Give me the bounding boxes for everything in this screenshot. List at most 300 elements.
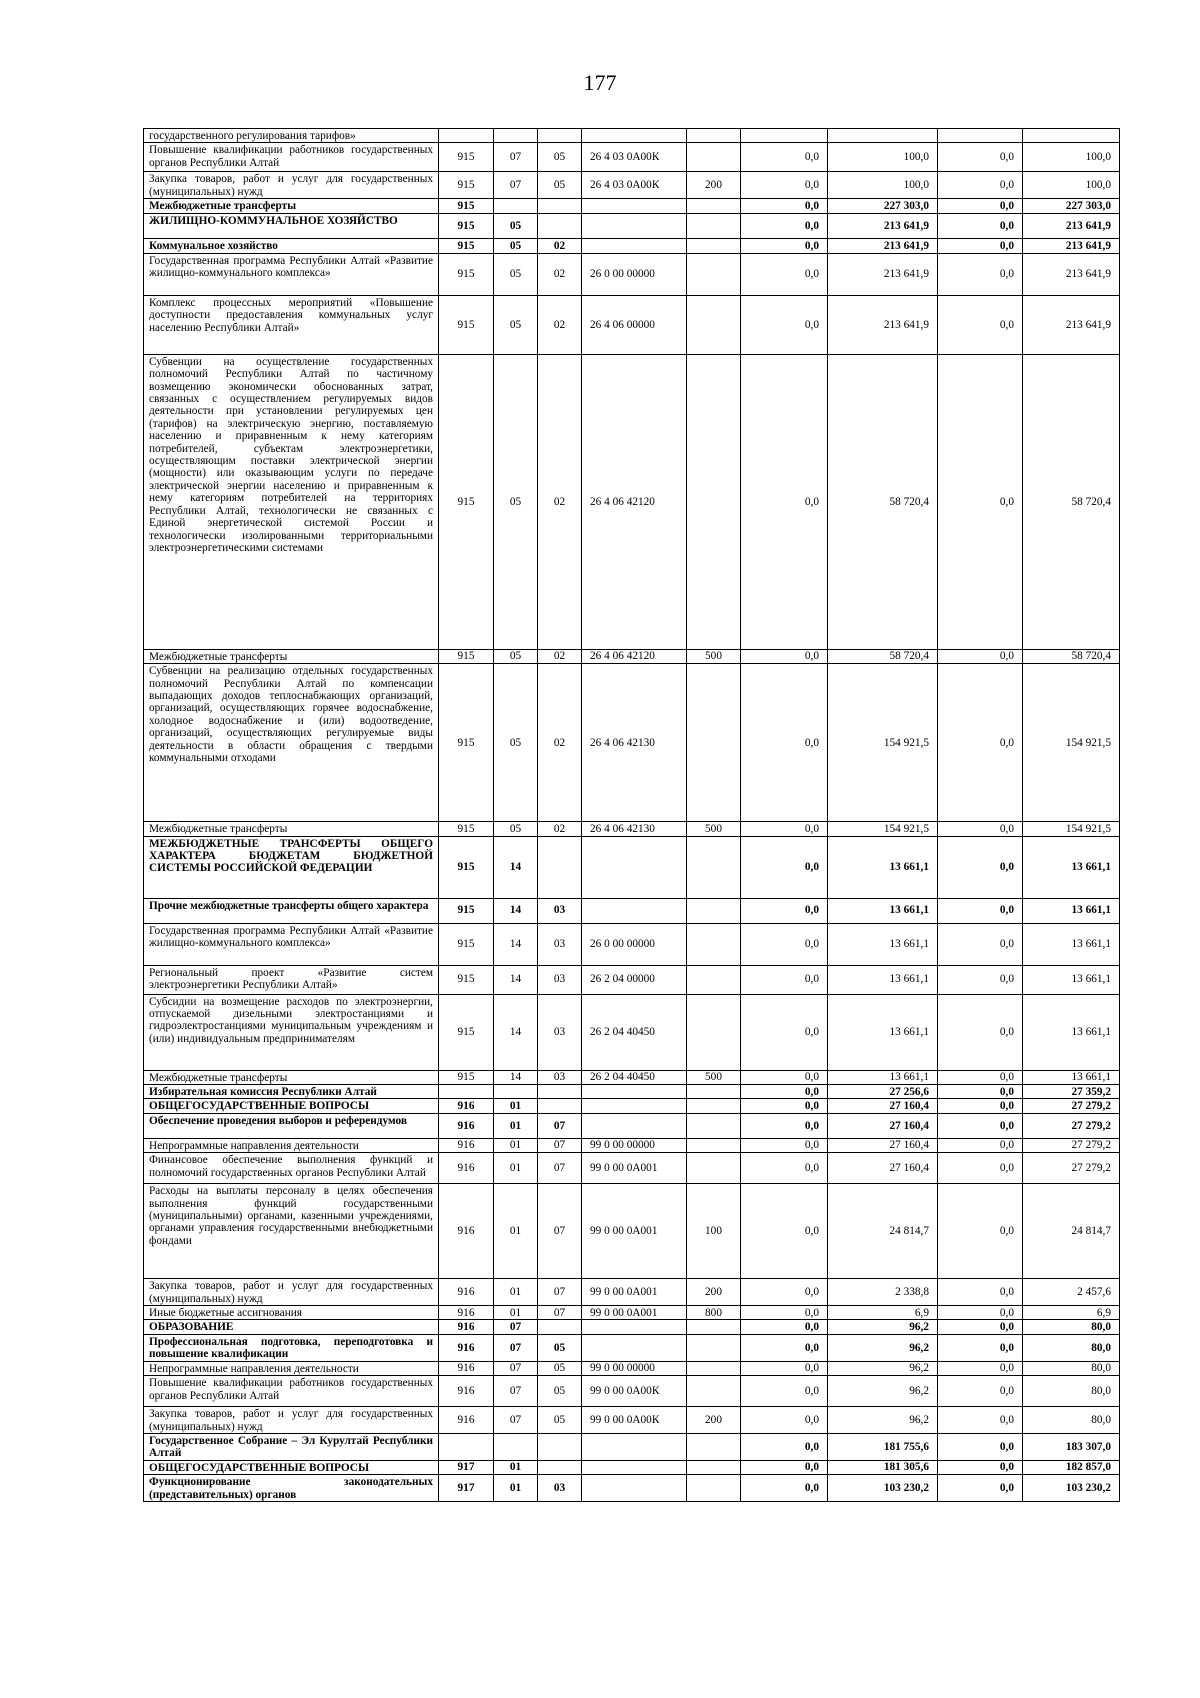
cell-amount-2: 13 661,1: [828, 965, 938, 994]
cell-amount-1: 0,0: [741, 1306, 828, 1320]
cell-target-article: 26 2 04 40450: [582, 994, 687, 1070]
cell-section: 01: [494, 1306, 538, 1320]
table-row: [144, 1407, 1120, 1434]
cell-expense-type: [687, 354, 741, 649]
cell-expense-type: 800: [687, 1306, 741, 1320]
page-number: 177: [583, 70, 617, 95]
cell-amount-2: 96,2: [828, 1376, 938, 1407]
cell-amount-1: [741, 129, 828, 143]
cell-amount-4: 213 641,9: [1023, 253, 1120, 295]
cell-amount-4: 213 641,9: [1023, 295, 1120, 354]
cell-section: 14: [494, 898, 538, 923]
cell-amount-2: 58 720,4: [828, 649, 938, 663]
cell-amount-4: 13 661,1: [1023, 898, 1120, 923]
table-row: [144, 1113, 1120, 1138]
cell-expense-type: [687, 1085, 741, 1099]
cell-amount-4: 80,0: [1023, 1334, 1120, 1361]
cell-section: 14: [494, 836, 538, 898]
cell-amount-2: 181 755,6: [828, 1433, 938, 1460]
cell-amount-1: 0,0: [741, 836, 828, 898]
cell-amount-4: 100,0: [1023, 143, 1120, 172]
cell-amount-4: 80,0: [1023, 1376, 1120, 1407]
cell-target-article: 26 4 03 0А00К: [582, 143, 687, 172]
cell-amount-4: 27 279,2: [1023, 1138, 1120, 1152]
cell-expense-type: [687, 1113, 741, 1138]
cell-expense-type: [687, 1433, 741, 1460]
cell-amount-2: 103 230,2: [828, 1475, 938, 1502]
cell-amount-4: 27 359,2: [1023, 1085, 1120, 1099]
cell-expense-type: [687, 239, 741, 253]
cell-subsection: [538, 1433, 582, 1460]
cell-subsection: 05: [538, 1361, 582, 1375]
cell-amount-2: 96,2: [828, 1407, 938, 1434]
table-row: [144, 239, 1120, 253]
cell-amount-1: 0,0: [741, 664, 828, 822]
item-name: Финансовое обеспечение выполнения функций и полномочий государственных органов Республики Алтай: [144, 1153, 439, 1184]
cell-ved: 915: [439, 253, 494, 295]
cell-expense-type: 200: [687, 172, 741, 199]
cell-section: 01: [494, 1099, 538, 1113]
cell-amount-4: 227 303,0: [1023, 199, 1120, 214]
cell-target-article: 99 0 00 00000: [582, 1361, 687, 1375]
cell-section: 14: [494, 994, 538, 1070]
cell-ved: 915: [439, 649, 494, 663]
cell-ved: [439, 1433, 494, 1460]
cell-section: [494, 1085, 538, 1099]
cell-amount-4: 58 720,4: [1023, 354, 1120, 649]
cell-amount-2: 27 160,4: [828, 1138, 938, 1152]
item-name: Функционирование законодательных (представительных) органов: [144, 1475, 439, 1502]
cell-amount-2: 181 305,6: [828, 1460, 938, 1474]
cell-amount-3: [938, 129, 1023, 143]
cell-ved: [439, 129, 494, 143]
cell-amount-3: 0,0: [938, 1433, 1023, 1460]
cell-subsection: 05: [538, 143, 582, 172]
cell-expense-type: [687, 1099, 741, 1113]
item-name: Субсидии на возмещение расходов по электроэнергии, отпускаемой дизельными электростанциями и гидроэлектростанциями муниципальным учреждениям и (или) индивидуальным предпринимателям: [144, 994, 439, 1070]
cell-expense-type: [687, 143, 741, 172]
cell-amount-4: 183 307,0: [1023, 1433, 1120, 1460]
cell-subsection: 02: [538, 822, 582, 836]
cell-amount-1: 0,0: [741, 1099, 828, 1113]
item-name: Государственная программа Республики Алтай «Развитие жилищно-коммунального комплекса»: [144, 923, 439, 965]
cell-subsection: 02: [538, 253, 582, 295]
cell-target-article: [582, 1113, 687, 1138]
cell-section: 01: [494, 1153, 538, 1184]
cell-ved: 916: [439, 1138, 494, 1152]
cell-section: [494, 129, 538, 143]
cell-amount-2: 27 160,4: [828, 1153, 938, 1184]
cell-amount-4: 182 857,0: [1023, 1460, 1120, 1474]
cell-ved: 916: [439, 1334, 494, 1361]
cell-section: [494, 199, 538, 214]
cell-expense-type: [687, 664, 741, 822]
cell-expense-type: [687, 214, 741, 239]
cell-amount-1: 0,0: [741, 1460, 828, 1474]
cell-section: 05: [494, 214, 538, 239]
cell-subsection: 07: [538, 1153, 582, 1184]
item-name: Непрограммные направления деятельности: [144, 1138, 439, 1152]
cell-target-article: [582, 898, 687, 923]
table-row: [144, 1184, 1120, 1279]
cell-target-article: [582, 214, 687, 239]
cell-target-article: 26 4 06 42120: [582, 649, 687, 663]
cell-amount-1: 0,0: [741, 1138, 828, 1152]
cell-section: 14: [494, 1070, 538, 1084]
cell-amount-3: 0,0: [938, 994, 1023, 1070]
cell-amount-3: 0,0: [938, 214, 1023, 239]
cell-amount-3: 0,0: [938, 923, 1023, 965]
table-row: [144, 1460, 1120, 1474]
cell-section: 05: [494, 822, 538, 836]
cell-section: 07: [494, 1407, 538, 1434]
cell-amount-4: 80,0: [1023, 1407, 1120, 1434]
cell-expense-type: [687, 898, 741, 923]
item-name: Закупка товаров, работ и услуг для государственных (муниципальных) нужд: [144, 172, 439, 199]
cell-amount-1: 0,0: [741, 822, 828, 836]
item-name: Коммунальное хозяйство: [144, 239, 439, 253]
item-name: Региональный проект «Развитие систем электроэнергетики Республики Алтай»: [144, 965, 439, 994]
cell-amount-2: 6,9: [828, 1306, 938, 1320]
cell-subsection: 05: [538, 1407, 582, 1434]
cell-expense-type: [687, 199, 741, 214]
table-row: [144, 1376, 1120, 1407]
cell-amount-1: 0,0: [741, 239, 828, 253]
cell-amount-4: 213 641,9: [1023, 239, 1120, 253]
cell-target-article: [582, 199, 687, 214]
cell-target-article: [582, 239, 687, 253]
cell-subsection: 02: [538, 664, 582, 822]
cell-section: 01: [494, 1184, 538, 1279]
cell-ved: 917: [439, 1475, 494, 1502]
cell-subsection: 02: [538, 239, 582, 253]
cell-ved: 916: [439, 1306, 494, 1320]
cell-target-article: 26 4 03 0А00К: [582, 172, 687, 199]
cell-subsection: [538, 1460, 582, 1474]
cell-amount-2: 13 661,1: [828, 898, 938, 923]
cell-amount-2: [828, 129, 938, 143]
item-name: ОБЩЕГОСУДАРСТВЕННЫЕ ВОПРОСЫ: [144, 1099, 439, 1113]
cell-amount-2: 96,2: [828, 1361, 938, 1375]
cell-subsection: 07: [538, 1279, 582, 1306]
item-name: Межбюджетные трансферты: [144, 199, 439, 214]
cell-amount-2: 27 160,4: [828, 1113, 938, 1138]
table-row: [144, 1138, 1120, 1152]
cell-target-article: 99 0 00 0А001: [582, 1279, 687, 1306]
cell-target-article: 99 0 00 0А001: [582, 1153, 687, 1184]
cell-amount-4: 13 661,1: [1023, 923, 1120, 965]
cell-ved: 916: [439, 1376, 494, 1407]
cell-target-article: 26 2 04 40450: [582, 1070, 687, 1084]
cell-ved: 915: [439, 214, 494, 239]
cell-ved: 916: [439, 1320, 494, 1334]
cell-target-article: 99 0 00 00000: [582, 1138, 687, 1152]
cell-ved: 915: [439, 965, 494, 994]
cell-subsection: 05: [538, 172, 582, 199]
cell-expense-type: 500: [687, 822, 741, 836]
table-row: [144, 143, 1120, 172]
cell-amount-2: 27 256,6: [828, 1085, 938, 1099]
table-row: [144, 1070, 1120, 1084]
cell-amount-3: 0,0: [938, 239, 1023, 253]
cell-ved: 915: [439, 239, 494, 253]
cell-ved: 916: [439, 1113, 494, 1138]
cell-amount-3: 0,0: [938, 898, 1023, 923]
cell-amount-3: 0,0: [938, 1085, 1023, 1099]
table-row: [144, 1320, 1120, 1334]
cell-section: 05: [494, 354, 538, 649]
cell-subsection: 05: [538, 1334, 582, 1361]
cell-amount-1: 0,0: [741, 1184, 828, 1279]
cell-expense-type: 500: [687, 649, 741, 663]
cell-amount-4: 80,0: [1023, 1320, 1120, 1334]
table-row: [144, 822, 1120, 836]
cell-amount-2: 13 661,1: [828, 1070, 938, 1084]
cell-expense-type: 500: [687, 1070, 741, 1084]
cell-section: 01: [494, 1475, 538, 1502]
budget-table: [143, 128, 1120, 1502]
item-name: Субвенции на реализацию отдельных государственных полномочий Республики Алтай по компенсации выпадающих доходов теплоснабжающих организаций, организаций, осуществляющих горячее водоснабжение, холодное водоснабжение и (или) водоотведение, организаций, осуществляющих регулируемые виды деятельности в области обращения с твердыми коммунальными отходами: [144, 664, 439, 822]
cell-subsection: [538, 1099, 582, 1113]
item-name: Повышение квалификации работников государственных органов Республики Алтай: [144, 1376, 439, 1407]
cell-amount-3: 0,0: [938, 1306, 1023, 1320]
table-row: [144, 1433, 1120, 1460]
cell-expense-type: [687, 1153, 741, 1184]
cell-amount-3: 0,0: [938, 1070, 1023, 1084]
cell-amount-1: 0,0: [741, 199, 828, 214]
cell-amount-3: 0,0: [938, 1113, 1023, 1138]
cell-amount-1: 0,0: [741, 1376, 828, 1407]
table-row: [144, 649, 1120, 663]
cell-section: 14: [494, 965, 538, 994]
cell-amount-1: 0,0: [741, 1334, 828, 1361]
item-name: Межбюджетные трансферты: [144, 1070, 439, 1084]
cell-expense-type: [687, 965, 741, 994]
cell-target-article: [582, 129, 687, 143]
cell-amount-2: 227 303,0: [828, 199, 938, 214]
cell-target-article: 26 0 00 00000: [582, 253, 687, 295]
cell-expense-type: [687, 129, 741, 143]
cell-target-article: [582, 836, 687, 898]
cell-target-article: [582, 1320, 687, 1334]
cell-amount-3: 0,0: [938, 295, 1023, 354]
item-name: Государственное Собрание – Эл Курултай Республики Алтай: [144, 1433, 439, 1460]
cell-target-article: 99 0 00 0А00К: [582, 1376, 687, 1407]
cell-amount-2: 24 814,7: [828, 1184, 938, 1279]
table-body: [144, 129, 1120, 1502]
cell-amount-1: 0,0: [741, 1320, 828, 1334]
cell-ved: 916: [439, 1184, 494, 1279]
cell-amount-1: 0,0: [741, 1361, 828, 1375]
item-name: ОБРАЗОВАНИЕ: [144, 1320, 439, 1334]
cell-amount-4: 27 279,2: [1023, 1153, 1120, 1184]
table-row: [144, 295, 1120, 354]
cell-section: 14: [494, 923, 538, 965]
cell-subsection: 07: [538, 1184, 582, 1279]
cell-amount-4: 58 720,4: [1023, 649, 1120, 663]
cell-amount-3: 0,0: [938, 1153, 1023, 1184]
item-name: Обеспечение проведения выборов и референдумов: [144, 1113, 439, 1138]
cell-ved: 915: [439, 822, 494, 836]
item-name: ЖИЛИЩНО-КОММУНАЛЬНОЕ ХОЗЯЙСТВО: [144, 214, 439, 239]
cell-amount-1: 0,0: [741, 898, 828, 923]
cell-amount-2: 58 720,4: [828, 354, 938, 649]
cell-amount-1: 0,0: [741, 214, 828, 239]
cell-target-article: 99 0 00 0А001: [582, 1306, 687, 1320]
cell-amount-1: 0,0: [741, 1407, 828, 1434]
cell-amount-3: 0,0: [938, 1099, 1023, 1113]
cell-amount-4: 27 279,2: [1023, 1099, 1120, 1113]
cell-subsection: 02: [538, 354, 582, 649]
cell-ved: 915: [439, 143, 494, 172]
item-name: Повышение квалификации работников государственных органов Республики Алтай: [144, 143, 439, 172]
cell-section: 07: [494, 1361, 538, 1375]
cell-expense-type: [687, 1460, 741, 1474]
table-row: [144, 1334, 1120, 1361]
cell-amount-3: 0,0: [938, 199, 1023, 214]
table-row: [144, 965, 1120, 994]
cell-amount-1: 0,0: [741, 1475, 828, 1502]
cell-amount-2: 96,2: [828, 1320, 938, 1334]
item-name: Субвенции на осуществление государственных полномочий Республики Алтай по частичному возмещению экономически обоснованных затрат, связанных с осуществлением регулируемых видов деятельности при установлении регулируемых цен (тарифов) на электрическую энергию, поставляемую населению и приравненным к нему категориям потребителей, субъектам электроэнергетики, осуществляющим поставки электрической энергии (мощности) или оказывающим услуги по передаче электрической энергии населению и приравненным к нему категориям потребителей на территориях Республики Алтай, технологически не связанных с Единой энергетической системой России и технологически изолированными территориальными электроэнергетическими системами: [144, 354, 439, 649]
cell-amount-3: 0,0: [938, 253, 1023, 295]
cell-amount-1: 0,0: [741, 143, 828, 172]
cell-amount-4: 13 661,1: [1023, 836, 1120, 898]
table-row: [144, 1279, 1120, 1306]
cell-amount-3: 0,0: [938, 1279, 1023, 1306]
cell-amount-3: 0,0: [938, 1138, 1023, 1152]
cell-subsection: [538, 129, 582, 143]
cell-ved: 915: [439, 923, 494, 965]
cell-section: 05: [494, 649, 538, 663]
cell-subsection: 03: [538, 898, 582, 923]
cell-subsection: 05: [538, 1376, 582, 1407]
cell-expense-type: [687, 1376, 741, 1407]
cell-section: 05: [494, 664, 538, 822]
cell-amount-1: 0,0: [741, 253, 828, 295]
item-name: МЕЖБЮДЖЕТНЫЕ ТРАНСФЕРТЫ ОБЩЕГО ХАРАКТЕРА БЮДЖЕТАМ БЮДЖЕТНОЙ СИСТЕМЫ РОССИЙСКОЙ ФЕДЕРАЦИИ: [144, 836, 439, 898]
cell-subsection: 07: [538, 1306, 582, 1320]
cell-subsection: [538, 1085, 582, 1099]
table-row: [144, 1361, 1120, 1375]
cell-subsection: 07: [538, 1113, 582, 1138]
cell-ved: [439, 1085, 494, 1099]
cell-ved: 916: [439, 1361, 494, 1375]
cell-ved: 915: [439, 172, 494, 199]
cell-amount-4: 13 661,1: [1023, 1070, 1120, 1084]
cell-target-article: [582, 1085, 687, 1099]
cell-subsection: 02: [538, 295, 582, 354]
cell-expense-type: 100: [687, 1184, 741, 1279]
cell-amount-4: [1023, 129, 1120, 143]
cell-amount-3: 0,0: [938, 1475, 1023, 1502]
item-name: Избирательная комиссия Республики Алтай: [144, 1085, 439, 1099]
cell-amount-4: 154 921,5: [1023, 822, 1120, 836]
cell-expense-type: [687, 994, 741, 1070]
cell-ved: 915: [439, 1070, 494, 1084]
cell-amount-1: 0,0: [741, 1113, 828, 1138]
cell-section: [494, 1433, 538, 1460]
cell-amount-3: 0,0: [938, 1184, 1023, 1279]
cell-target-article: 99 0 00 0А001: [582, 1184, 687, 1279]
cell-ved: 915: [439, 898, 494, 923]
cell-section: 07: [494, 143, 538, 172]
cell-section: 07: [494, 1320, 538, 1334]
cell-amount-1: 0,0: [741, 923, 828, 965]
item-name: Межбюджетные трансферты: [144, 649, 439, 663]
cell-subsection: [538, 1320, 582, 1334]
cell-section: 01: [494, 1113, 538, 1138]
cell-amount-1: 0,0: [741, 1085, 828, 1099]
item-name: Профессиональная подготовка, переподготовка и повышение квалификации: [144, 1334, 439, 1361]
cell-subsection: 03: [538, 1475, 582, 1502]
cell-ved: 916: [439, 1153, 494, 1184]
cell-target-article: 26 2 04 00000: [582, 965, 687, 994]
cell-amount-2: 13 661,1: [828, 836, 938, 898]
table-row: [144, 214, 1120, 239]
cell-target-article: [582, 1334, 687, 1361]
cell-section: 07: [494, 172, 538, 199]
cell-amount-3: 0,0: [938, 836, 1023, 898]
item-name: Государственная программа Республики Алтай «Развитие жилищно-коммунального комплекса»: [144, 253, 439, 295]
cell-amount-2: 100,0: [828, 143, 938, 172]
cell-amount-4: 27 279,2: [1023, 1113, 1120, 1138]
cell-ved: 915: [439, 354, 494, 649]
cell-expense-type: 200: [687, 1407, 741, 1434]
cell-amount-3: 0,0: [938, 1460, 1023, 1474]
cell-amount-2: 13 661,1: [828, 923, 938, 965]
cell-ved: 915: [439, 199, 494, 214]
cell-amount-3: 0,0: [938, 1376, 1023, 1407]
cell-amount-2: 213 641,9: [828, 295, 938, 354]
item-name: государственного регулирования тарифов»: [144, 129, 439, 143]
cell-target-article: 26 4 06 00000: [582, 295, 687, 354]
cell-subsection: 02: [538, 649, 582, 663]
cell-section: 07: [494, 1334, 538, 1361]
cell-amount-4: 2 457,6: [1023, 1279, 1120, 1306]
cell-subsection: [538, 214, 582, 239]
cell-amount-3: 0,0: [938, 1407, 1023, 1434]
cell-subsection: 07: [538, 1138, 582, 1152]
cell-amount-2: 213 641,9: [828, 214, 938, 239]
item-name: Комплекс процессных мероприятий «Повышение доступности предоставления коммунальных услуг населению Республики Алтай»: [144, 295, 439, 354]
cell-amount-2: 2 338,8: [828, 1279, 938, 1306]
item-name: ОБЩЕГОСУДАРСТВЕННЫЕ ВОПРОСЫ: [144, 1460, 439, 1474]
cell-amount-2: 96,2: [828, 1334, 938, 1361]
table-row: [144, 199, 1120, 214]
table-row: [144, 898, 1120, 923]
cell-amount-3: 0,0: [938, 172, 1023, 199]
item-name: Закупка товаров, работ и услуг для государственных (муниципальных) нужд: [144, 1407, 439, 1434]
table-row: [144, 1475, 1120, 1502]
cell-ved: 915: [439, 664, 494, 822]
cell-expense-type: [687, 1361, 741, 1375]
table-row: [144, 1306, 1120, 1320]
cell-amount-1: 0,0: [741, 649, 828, 663]
cell-expense-type: [687, 1320, 741, 1334]
cell-section: 07: [494, 1376, 538, 1407]
table-row: [144, 1085, 1120, 1099]
cell-target-article: [582, 1460, 687, 1474]
cell-amount-3: 0,0: [938, 1334, 1023, 1361]
cell-amount-2: 213 641,9: [828, 253, 938, 295]
cell-amount-3: 0,0: [938, 664, 1023, 822]
table-row: [144, 994, 1120, 1070]
cell-section: 05: [494, 239, 538, 253]
table-row: [144, 354, 1120, 649]
cell-amount-4: 100,0: [1023, 172, 1120, 199]
cell-target-article: 26 0 00 00000: [582, 923, 687, 965]
